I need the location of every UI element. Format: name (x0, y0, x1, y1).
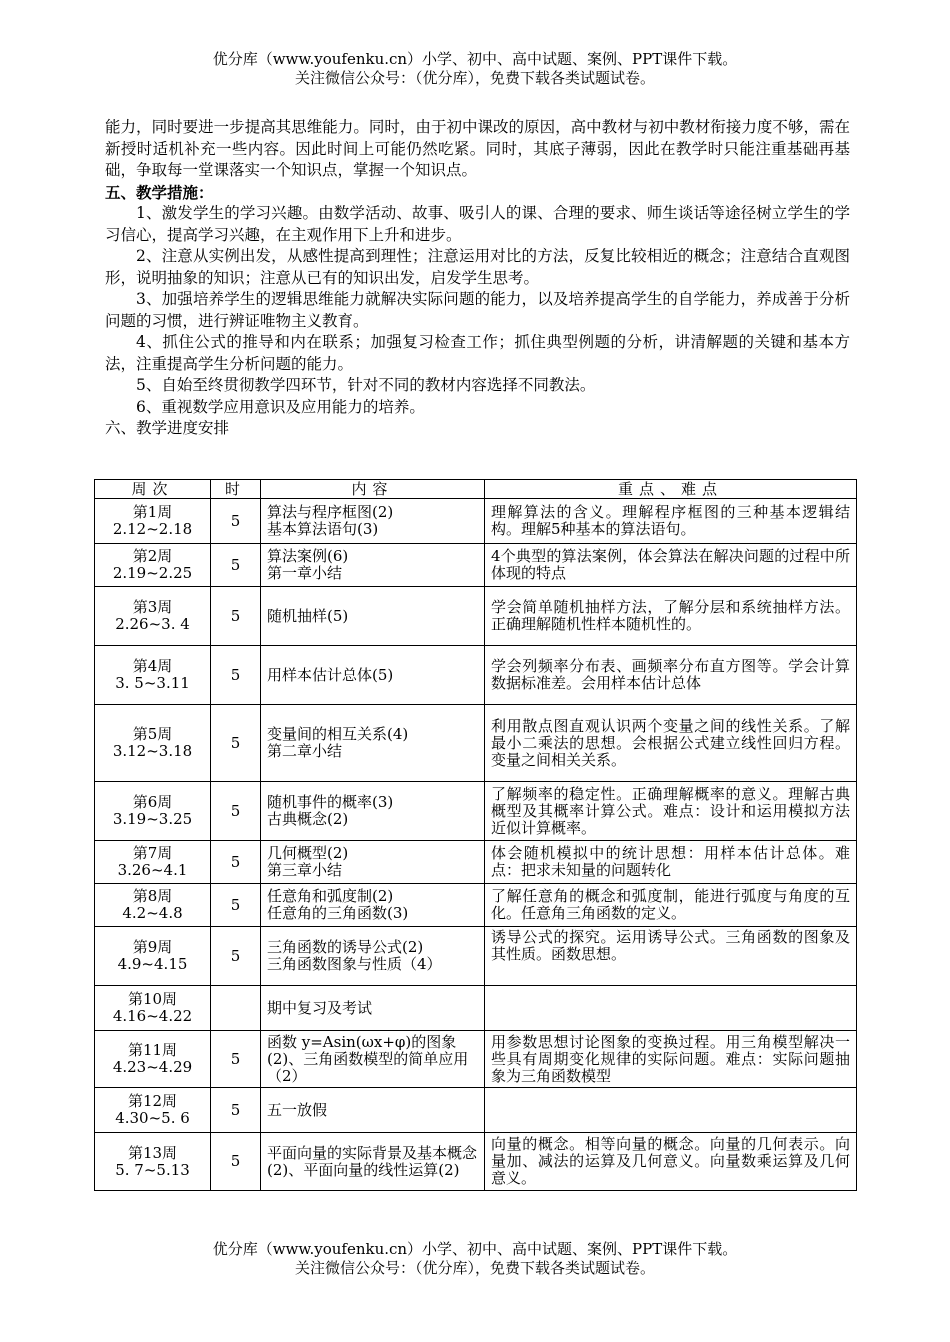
week-cell: 第5周 3.12~3.18 (95, 705, 211, 782)
hours-cell: 5 (211, 782, 261, 841)
table-row (95, 927, 857, 986)
col-key-header: 重点、难点 (485, 480, 857, 499)
table-row (95, 841, 857, 884)
key-points-cell (485, 1088, 857, 1133)
key-points-cell: 利用散点图直观认识两个变量之间的线性关系。了解最小二乘法的思想。会根据公式建立线性回归方程。变量之间相关关系。 (485, 705, 857, 782)
table-row (95, 646, 857, 705)
key-points-cell (485, 986, 857, 1031)
content-cell: 用样本估计总体(5) (261, 646, 485, 705)
measure-item: 3、加强培养学生的逻辑思维能力就解决实际问题的能力，以及培养提高学生的自学能力，养成善于分析问题的习惯，进行辨证唯物主义教育。 (105, 290, 850, 330)
week-cell: 第9周 4.9~4.15 (95, 927, 211, 986)
col-hours-header: 时 (211, 480, 261, 499)
content-cell: 平面向量的实际背景及基本概念(2)、平面向量的线性运算(2) (261, 1133, 485, 1191)
measure-item: 1、激发学生的学习兴趣。由数学活动、故事、吸引人的课、合理的要求、师生谈话等途径树立学生的学习信心，提高学习兴趣，在主观作用下上升和进步。 (105, 204, 850, 244)
content-cell: 期中复习及考试 (261, 986, 485, 1031)
table-row (95, 499, 857, 544)
measure-item: 4、抓住公式的推导和内在联系；加强复习检查工作；抓住典型例题的分析，讲清解题的关键和基本方法，注重提高学生分析问题的能力。 (105, 333, 850, 373)
hours-cell: 5 (211, 841, 261, 884)
section-6-title: 六、教学进度安排 (105, 419, 230, 437)
table-row (95, 587, 857, 646)
content-cell: 五一放假 (261, 1088, 485, 1133)
key-points-cell: 向量的概念。相等向量的概念。向量的几何表示。向量加、减法的运算及几何意义。向量数乘运算及几何意义。 (485, 1133, 857, 1191)
hours-cell: 5 (211, 705, 261, 782)
footer-line-1: 优分库（www.youfenku.cn）小学、初中、高中试题、案例、PPT课件下载。 (212, 1240, 738, 1258)
header-line-1: 优分库（www.youfenku.cn）小学、初中、高中试题、案例、PPT课件下载。 (212, 50, 738, 68)
footer-line-2: 关注微信公众号：（优分库），免费下载各类试题试卷。 (294, 1259, 655, 1277)
page-header (0, 50, 950, 88)
content-cell: 任意角和弧度制(2) 任意角的三角函数(3) (261, 884, 485, 927)
key-points-cell: 体会随机模拟中的统计思想：用样本估计总体。难点：把求未知量的问题转化 (485, 841, 857, 884)
schedule-table (94, 479, 857, 1191)
col-week-header: 周次 (95, 480, 211, 499)
hours-cell: 5 (211, 1088, 261, 1133)
hours-cell: 5 (211, 587, 261, 646)
hours-cell: 5 (211, 646, 261, 705)
content-cell: 三角函数的诱导公式(2) 三角函数图象与性质（4） (261, 927, 485, 986)
content-cell: 算法与程序框图(2) 基本算法语句(3) (261, 499, 485, 544)
table-row (95, 1088, 857, 1133)
week-cell: 第11周 4.23~4.29 (95, 1031, 211, 1088)
content-cell: 算法案例(6) 第一章小结 (261, 544, 485, 587)
week-cell: 第2周 2.19~2.25 (95, 544, 211, 587)
table-row (95, 705, 857, 782)
hours-cell: 5 (211, 884, 261, 927)
week-cell: 第7周 3.26~4.1 (95, 841, 211, 884)
week-cell: 第13周 5. 7~5.13 (95, 1133, 211, 1191)
content-cell: 函数 y=Asin(ωx+φ)的图象(2)、三角函数模型的简单应用（2） (261, 1031, 485, 1088)
col-content-header: 内容 (261, 480, 485, 499)
table-header-row (95, 480, 857, 499)
key-points-cell: 了解频率的稳定性。正确理解概率的意义。理解古典概型及其概率计算公式。难点：设计和运用模拟方法近似计算概率。 (485, 782, 857, 841)
week-cell: 第1周 2.12~2.18 (95, 499, 211, 544)
hours-cell: 5 (211, 499, 261, 544)
week-cell: 第3周 2.26~3. 4 (95, 587, 211, 646)
week-cell: 第12周 4.30~5. 6 (95, 1088, 211, 1133)
content-cell: 随机事件的概率(3) 古典概念(2) (261, 782, 485, 841)
measure-item: 2、注意从实例出发，从感性提高到理性；注意运用对比的方法，反复比较相近的概念；注意结合直观图形，说明抽象的知识；注意从已有的知识出发，启发学生思考。 (105, 247, 850, 287)
document-body (105, 117, 850, 440)
hours-cell: 5 (211, 927, 261, 986)
key-points-cell: 用参数思想讨论图象的变换过程。用三角模型解决一些具有周期变化规律的实际问题。难点：实际问题抽象为三角函数模型 (485, 1031, 857, 1088)
table-row (95, 782, 857, 841)
week-cell: 第4周 3. 5~3.11 (95, 646, 211, 705)
section-5-title: 五、教学措施： (105, 182, 214, 202)
intro-paragraph: 能力，同时要进一步提高其思维能力。同时，由于初中课改的原因，高中教材与初中教材衔接力度不够，需在新授时适机补充一些内容。因此时间上可能仍然吃紧。同时，其底子薄弱，因此在教学时只能注重基础再基础，争取每一堂课落实一个知识点，掌握一个知识点。 (105, 118, 850, 179)
key-points-cell: 4个典型的算法案例，体会算法在解决问题的过程中所体现的特点 (485, 544, 857, 587)
header-line-2: 关注微信公众号：（优分库），免费下载各类试题试卷。 (294, 69, 655, 87)
key-points-cell: 学会列频率分布表、画频率分布直方图等。学会计算数据标准差。会用样本估计总体 (485, 646, 857, 705)
content-cell: 随机抽样(5) (261, 587, 485, 646)
hours-cell (211, 986, 261, 1031)
key-points-cell: 诱导公式的探究。运用诱导公式。三角函数的图象及其性质。函数思想。 (485, 927, 857, 986)
measure-item: 5、自始至终贯彻教学四环节，针对不同的教材内容选择不同教法。 (136, 376, 596, 394)
hours-cell: 5 (211, 544, 261, 587)
content-cell: 变量间的相互关系(4) 第二章小结 (261, 705, 485, 782)
table-row (95, 544, 857, 587)
hours-cell: 5 (211, 1031, 261, 1088)
key-points-cell: 学会简单随机抽样方法，了解分层和系统抽样方法。正确理解随机性样本随机性的。 (485, 587, 857, 646)
measure-item: 6、重视数学应用意识及应用能力的培养。 (136, 397, 425, 416)
hours-cell: 5 (211, 1133, 261, 1191)
page-footer (0, 1240, 950, 1278)
key-points-cell: 了解任意角的概念和弧度制，能进行弧度与角度的互化。任意角三角函数的定义。 (485, 884, 857, 927)
table-row (95, 1133, 857, 1191)
content-cell: 几何概型(2) 第三章小结 (261, 841, 485, 884)
week-cell: 第6周 3.19~3.25 (95, 782, 211, 841)
table-row (95, 884, 857, 927)
week-cell: 第10周 4.16~4.22 (95, 986, 211, 1031)
table-row (95, 1031, 857, 1088)
key-points-cell: 理解算法的含义。理解程序框图的三种基本逻辑结构。理解5种基本的算法语句。 (485, 499, 857, 544)
table-row (95, 986, 857, 1031)
week-cell: 第8周 4.2~4.8 (95, 884, 211, 927)
